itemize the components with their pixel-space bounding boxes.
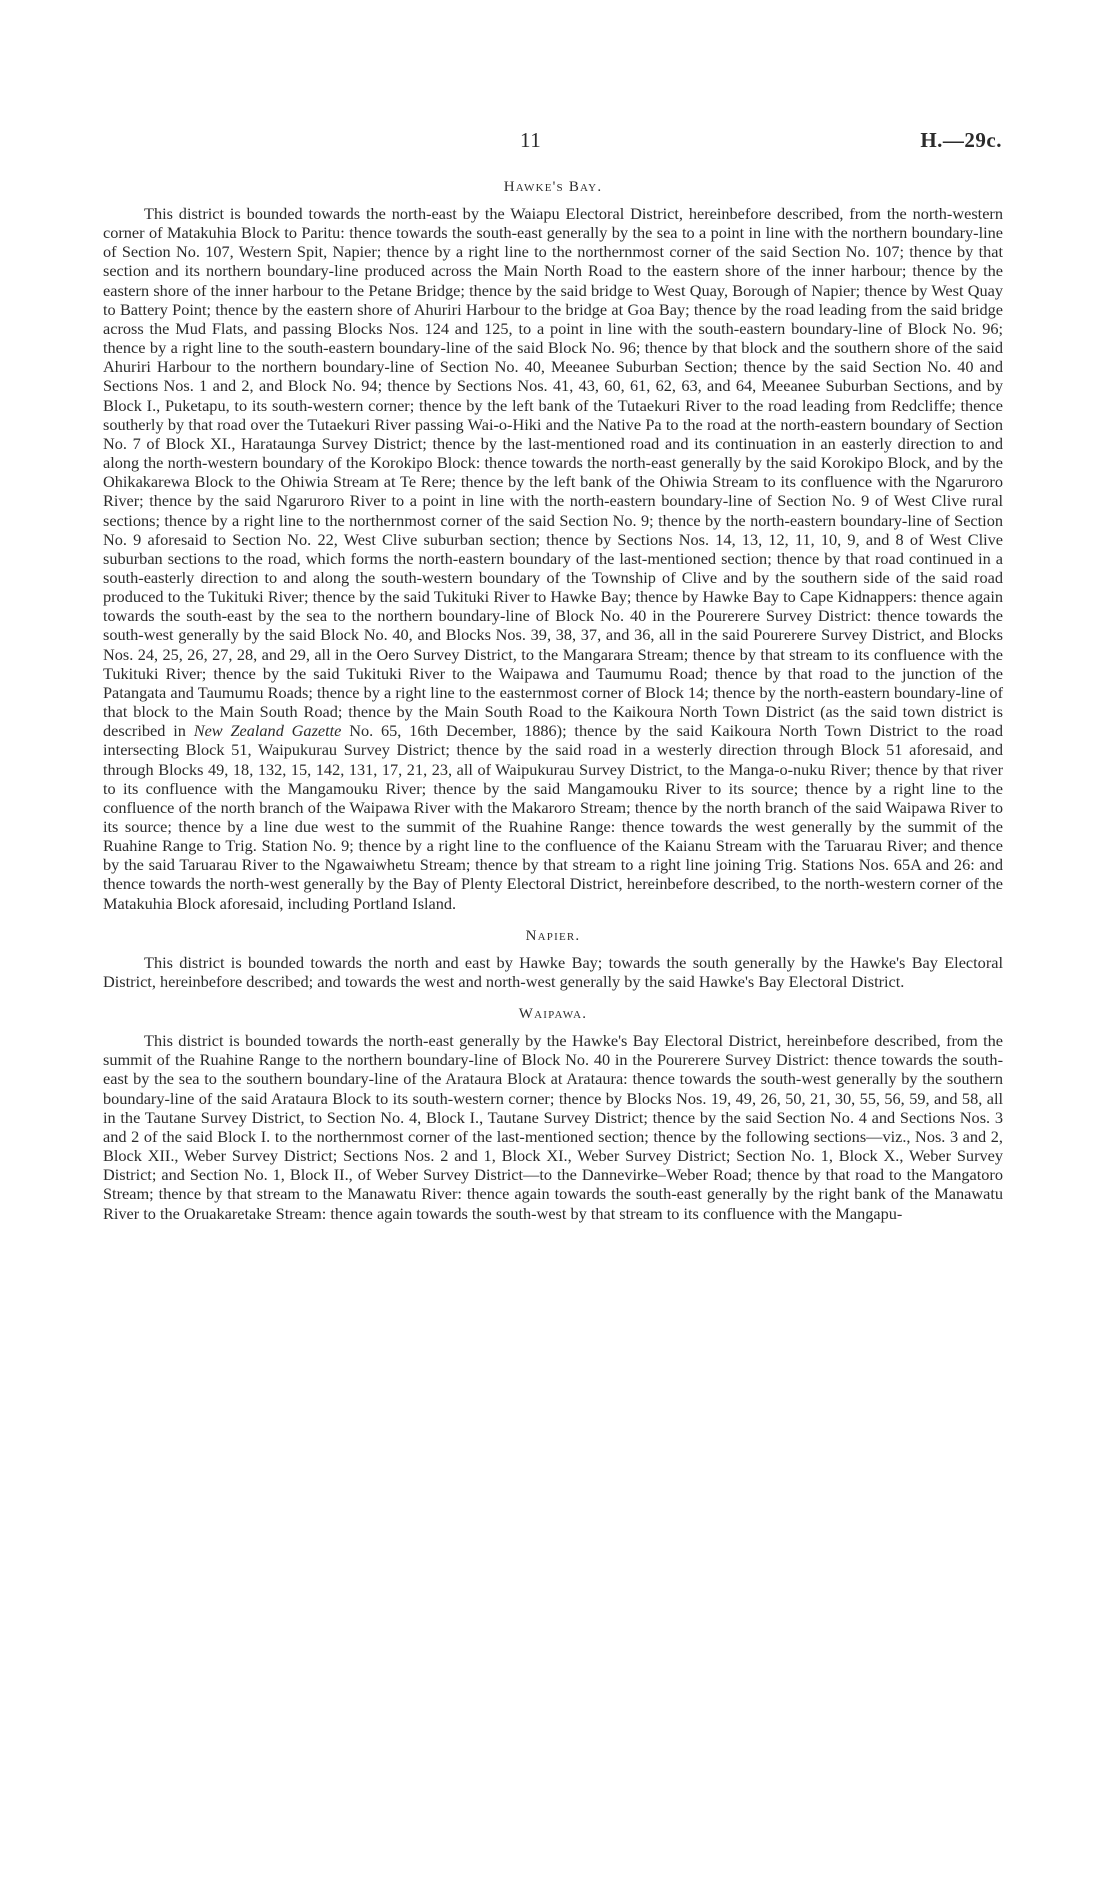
section-text-hawkes-bay-part1: This district is bounded towards the north-east by the Waiapu Electoral District, hereinbefore described, from the north-western corner of Matakuhia Block to Paritu: thence towards the south-east generally by the sea to a point in line with the northern boundary-line of Section No. 107, Western Spit, Napier; thence by a right line to the northernmost corner of the said Section No. 107; thence by that section and its northern boundary-line produced across the Main North Road to the eastern shore of the inner harbour; thence by the eastern shore of the inner harbour to the Petane Bridge; thence by the said bridge to West Quay, Borough of Napier; thence by West Quay to Battery Point; thence by the eastern shore of Ahuriri Harbour to the bridge at Goa Bay; thence by the road leading from the said bridge across the Mud Flats, and passing Blocks Nos. 124 and 125, to a point in line with the south-eastern boundary-line of Block No. 96; thence by a right line to the south-eastern boundary-line of the said Block No. 96; thence by that block and the southern shore of the said Ahuriri Harbour to the northern boundary-line of Section No. 40, Meeanee Suburban Section; thence by the said Section No. 40 and Sections Nos. 1 and 2, and Block No. 94; thence by Sections Nos. 41, 43, 60, 61, 62, 63, and 64, Meeanee Suburban Sections, and by Block I., Puketapu, to its south-western corner; thence by the left bank of the Tutaekuri River to the road leading from Redcliffe; thence southerly by that road over the Tutaekuri River passing Wai-o-Hiki and the Native Pa to the road at the north-eastern boundary of Section No. 7 of Block XI., Harataunga Survey District; thence by the last-mentioned road and its continuation in an easterly direction to and along the north-western boundary of the Korokipo Block: thence towards the north-east generally by the said Korokipo Block, and by the Ohikakarewa Block to the Ohiwia Stream at Te Rere; thence by the left bank of the Ohiwia Stream to its confluence with the Ngaruroro River; thence by the said Ngaruroro River to a point in line with the north-eastern boundary-line of Section No. 9 of West Clive rural sections; thence by a right line to the northernmost corner of the said Section No. 9; thence by the north-eastern boundary-line of Section No. 9 aforesaid to Section No. 22, West Clive suburban section; thence by Sections Nos. 14, 13, 12, 11, 10, 9, and 8 of West Clive suburban sections to the road, which forms the north-eastern boundary of the last-mentioned section; thence by that road continued in a south-easterly direction to and along the south-western boundary of the Township of Clive and by the southern side of the said road produced to the Tukituki River; thence by the said Tukituki River to Hawke Bay; thence by Hawke Bay to Cape Kidnappers: thence again towards the south-east by the sea to the northern boundary-line of Block No. 40 in the Pourerere Survey District: thence towards the south-west generally by the said Block No. 40, and Blocks Nos. 39, 38, 37, and 36, all in the said Pourerere Survey District, and Blocks Nos. 24, 25, 26, 27, 28, and 29, all in the Oero Survey District, to the Mangarara Stream; thence by that stream to its confluence with the Tukituki River; thence by the said Tukituki River to the Waipawa and Taumumu Road; thence by that road to the junction of the Patangata and Taumumu Roads; thence by a right line to the easternmost corner of Block 14; thence by the north-eastern boundary-line of that block to the Main South Road; thence by the Main South Road to the Kaikoura North Town District (as the said town district is described in <box>103 204 1003 741</box>
section-text-hawkes-bay <box>103 204 1003 913</box>
section-text-waipawa: This district is bounded towards the north-east generally by the Hawke's Bay Electoral District, hereinbefore described, from the summit of the Ruahine Range to the northern boundary-line of Block No. 40 in the Pourerere Survey District: thence towards the south-east by the sea to the southern boundary-line of the Arataura Block at Arataura: thence towards the south-west generally by the southern boundary-line of the said Arataura Block to its south-western corner; thence by Blocks Nos. 19, 49, 26, 50, 21, 30, 55, 56, 59, and 58, all in the Tautane Survey District, to Section No. 4, Block I., Tautane Survey District; thence by the said Section No. 4 and Sections Nos. 3 and 2 of the said Block I. to the northernmost corner of the last-mentioned section; thence by the following sections—viz., Nos. 3 and 2, Block XII., Weber Survey District; Sections Nos. 2 and 1, Block XI., Weber Survey District; Section No. 1, Block X., Weber Survey District; and Section No. 1, Block II., of Weber Survey District—to the Dannevirke–Weber Road; thence by that road to the Mangatoro Stream; thence by that stream to the Manawatu River: thence again towards the south-east generally by the right bank of the Manawatu River to the Oruakaretake Stream: thence again towards the south-west by that stream to its confluence with the Mangapu- <box>103 1031 1003 1223</box>
page-number: 11 <box>520 128 542 152</box>
paper-reference: H.—29c. <box>920 128 1002 152</box>
section-heading-hawkes-bay: Hawke's Bay. <box>503 179 603 195</box>
section-heading-waipawa: Waipawa. <box>518 1006 588 1023</box>
section-heading-napier: Napier. <box>525 927 581 944</box>
running-head <box>0 128 1114 158</box>
gazette-title: New Zealand Gazette <box>193 721 342 741</box>
section-text-hawkes-bay-part2: No. 65, 16th December, 1886); thence by the said Kaikoura North Town District to the road intersecting Block 51, Waipukurau Survey District; thence by the said road in a westerly direction through Block 51 aforesaid, and through Blocks 49, 18, 132, 15, 142, 131, 17, 21, 23, all of Waipukurau Survey District, to the Manga-o-nuku River; thence by that river to its confluence with the Mangamouku River; thence by the said Mangamouku River to its source; thence by a right line to the confluence of the north branch of the Waipawa River with the Makaroro Stream; thence by the north branch of the said Waipawa River to its source; thence by a line due west to the summit of the Ruahine Range: thence towards the west generally by the summit of the Ruahine Range to Trig. Station No. 9; thence by a right line to the confluence of the Kaianu Stream with the Taruarau River; and thence by the said Taruarau River to the Ngawaiwhetu Stream; thence by that stream to a right line joining Trig. Stations Nos. 65A and 26: and thence towards the north-west generally by the Bay of Plenty Electoral District, hereinbefore described, to the north-western corner of the Matakuhia Block aforesaid, including Portland Island. <box>103 721 1003 913</box>
document-body <box>103 176 1003 1235</box>
section-text-napier: This district is bounded towards the north and east by Hawke Bay; towards the south generally by the Hawke's Bay Electoral District, hereinbefore described; and towards the west and north-west generally by the said Hawke's Bay Electoral District. <box>103 952 1003 991</box>
